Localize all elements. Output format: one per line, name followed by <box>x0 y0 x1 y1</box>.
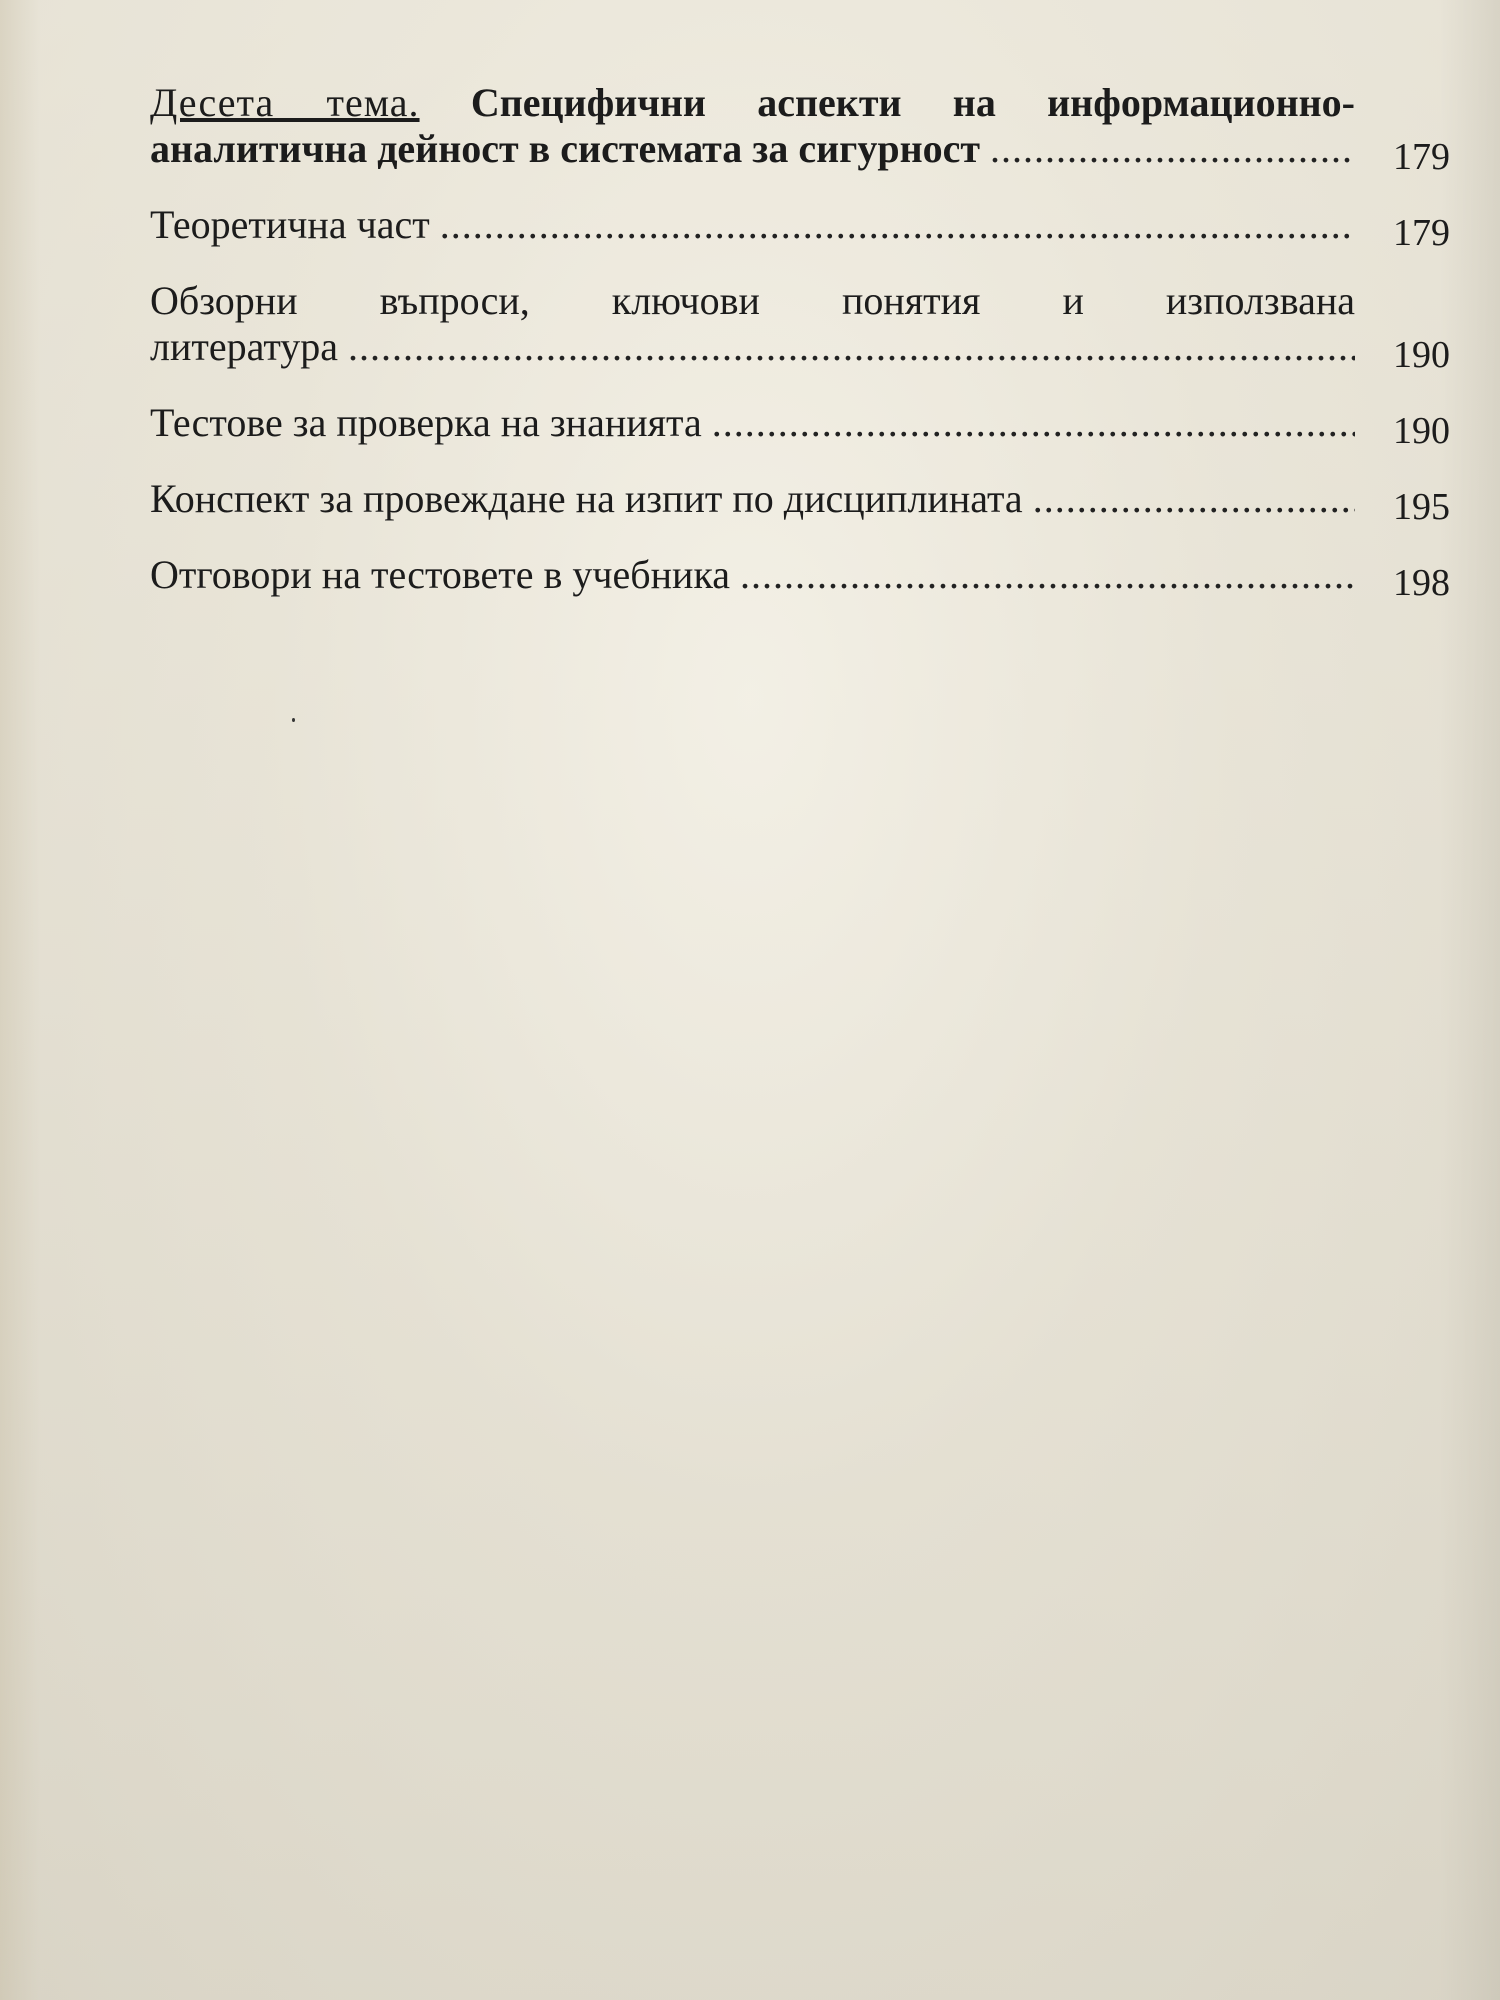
dot-leader <box>712 400 1355 446</box>
theme-prefix: Десета тема. <box>150 80 420 125</box>
dot-leader <box>348 324 1355 370</box>
toc-entry-theoretical-part <box>150 202 1450 254</box>
table-of-contents <box>150 80 1450 628</box>
toc-entry-theme-ten <box>150 80 1450 178</box>
paper-speck <box>292 718 295 722</box>
page-number: 190 <box>1393 410 1450 452</box>
page-number: 198 <box>1393 562 1450 604</box>
toc-entry-line <box>150 400 1355 446</box>
entry-label: Конспект за провеждане на изпит по дисциплината <box>150 476 1023 521</box>
theme-title-line2: аналитична дейност в системата за сигурност <box>150 126 981 171</box>
theme-title-line1: Специфични аспекти на информационно- <box>470 80 1355 125</box>
toc-entry-line <box>150 324 1355 370</box>
dot-leader <box>990 126 1355 172</box>
toc-entry-theme-ten-line2 <box>150 126 1355 172</box>
page-content <box>150 80 1450 1980</box>
toc-entry-exam-outline <box>150 476 1450 528</box>
toc-entry-line <box>150 202 1355 248</box>
page-number: 179 <box>1393 212 1450 254</box>
page-number: 179 <box>1393 136 1450 178</box>
toc-entry-knowledge-tests <box>150 400 1450 452</box>
entry-label-line2: литература <box>150 324 339 369</box>
entry-label: Тестове за проверка на знанията <box>150 400 702 445</box>
entry-label: Теоретична част <box>150 202 430 247</box>
toc-entry-test-answers <box>150 552 1450 604</box>
dot-leader <box>740 552 1355 598</box>
dot-leader <box>440 202 1355 248</box>
toc-entry-review-questions <box>150 278 1450 376</box>
dot-leader <box>1033 476 1355 522</box>
page-number: 195 <box>1393 486 1450 528</box>
toc-entry-line <box>150 476 1355 522</box>
page-number: 190 <box>1393 334 1450 376</box>
toc-entry-theme-ten-line1 <box>150 80 1355 126</box>
entry-label-line1: Обзорни въпроси, ключови понятия и използвана <box>150 278 1355 323</box>
entry-label: Отговори на тестовете в учебника <box>150 552 731 597</box>
toc-entry-line <box>150 552 1355 598</box>
